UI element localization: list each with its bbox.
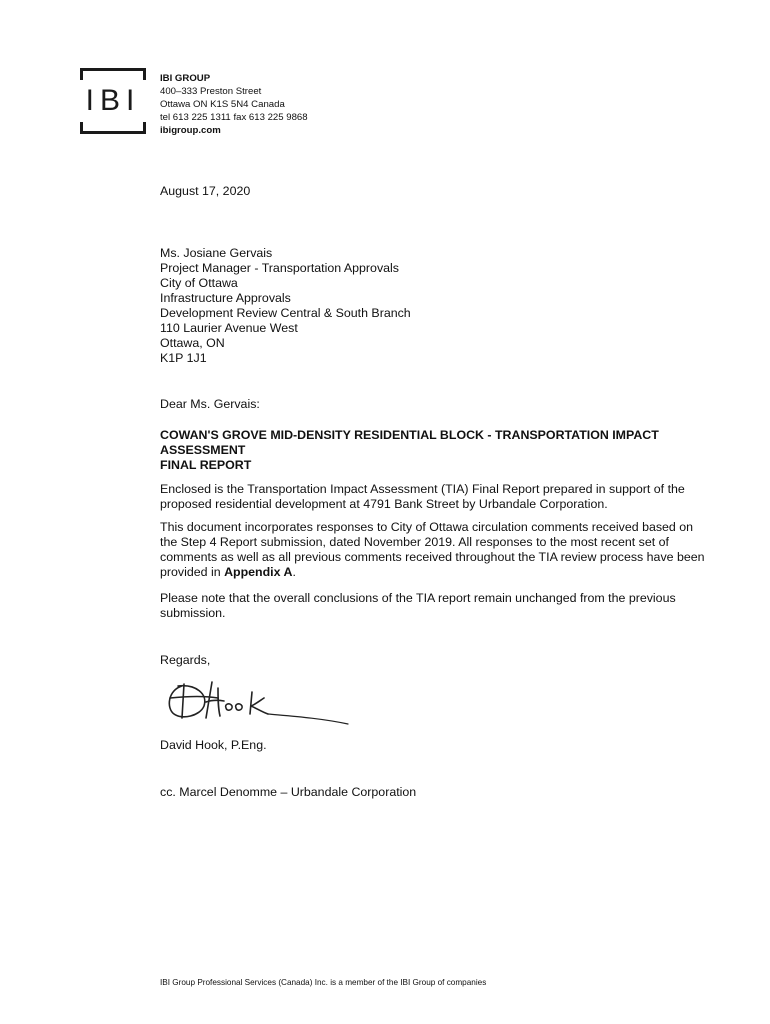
address-line-2: Ottawa ON K1S 5N4 Canada <box>160 99 285 110</box>
logo-bottom-right-tick <box>143 122 146 134</box>
recipient-department: Infrastructure Approvals <box>160 291 291 305</box>
salutation: Dear Ms. Gervais: <box>160 397 260 411</box>
body-paragraph-2-text: This document incorporates responses to City of Ottawa circulation comments received based on the Step 4 Report submission, dated November 2019. All responses to the most recent set of comments as well as all previous comments received throughout the TIA review process have been provided in <box>160 520 705 579</box>
body-paragraph-1: Enclosed is the Transportation Impact Assessment (TIA) Final Report prepared in support of the proposed residential development at 4791 Bank Street by Urbandale Corporation. <box>160 482 685 511</box>
logo-top-right-tick <box>143 68 146 80</box>
company-name: IBI GROUP <box>160 73 211 84</box>
recipient-postal-code: K1P 1J1 <box>160 351 207 365</box>
handwritten-signature <box>160 668 360 736</box>
recipient-city: Ottawa, ON <box>160 336 225 350</box>
logo-bottom-left-tick <box>80 122 83 134</box>
subject-line-2: ASSESSMENT <box>160 443 246 457</box>
recipient-street: 110 Laurier Avenue West <box>160 321 298 335</box>
letter-date: August 17, 2020 <box>160 184 251 198</box>
page-footer: IBI Group Professional Services (Canada) Inc. is a member of the IBI Group of companies <box>160 978 487 987</box>
body-paragraph-2-end: . <box>292 565 296 579</box>
cc-line: cc. Marcel Denomme – Urbandale Corporation <box>160 785 417 799</box>
subject-heading <box>160 428 720 473</box>
closing: Regards, <box>160 653 211 667</box>
appendix-reference: Appendix A <box>224 565 293 579</box>
logo-top-bar <box>80 68 146 71</box>
phone-fax-line: tel 613 225 1311 fax 613 225 9868 <box>160 112 308 123</box>
address-line-1: 400–333 Preston Street <box>160 86 262 97</box>
body-paragraph-3: Please note that the overall conclusions of the TIA report remain unchanged from the previous submission. <box>160 591 676 620</box>
recipient-organization: City of Ottawa <box>160 276 238 290</box>
letterhead-address <box>160 72 308 137</box>
logo-text: IBI <box>85 84 141 117</box>
recipient-address-block <box>160 246 411 366</box>
logo-bottom-bar <box>80 131 146 134</box>
signer-name: David Hook, P.Eng. <box>160 738 267 752</box>
recipient-name: Ms. Josiane Gervais <box>160 246 273 260</box>
subject-line-3: FINAL REPORT <box>160 458 252 472</box>
website-link[interactable]: ibigroup.com <box>160 125 221 136</box>
recipient-title: Project Manager - Transportation Approvals <box>160 261 399 275</box>
ibi-logo <box>80 68 146 134</box>
recipient-branch: Development Review Central & South Branch <box>160 306 411 320</box>
subject-line-1: COWAN'S GROVE MID-DENSITY RESIDENTIAL BLOCK - TRANSPORTATION IMPACT <box>160 428 659 442</box>
logo-top-left-tick <box>80 68 83 80</box>
body-paragraph-2 <box>160 520 705 580</box>
